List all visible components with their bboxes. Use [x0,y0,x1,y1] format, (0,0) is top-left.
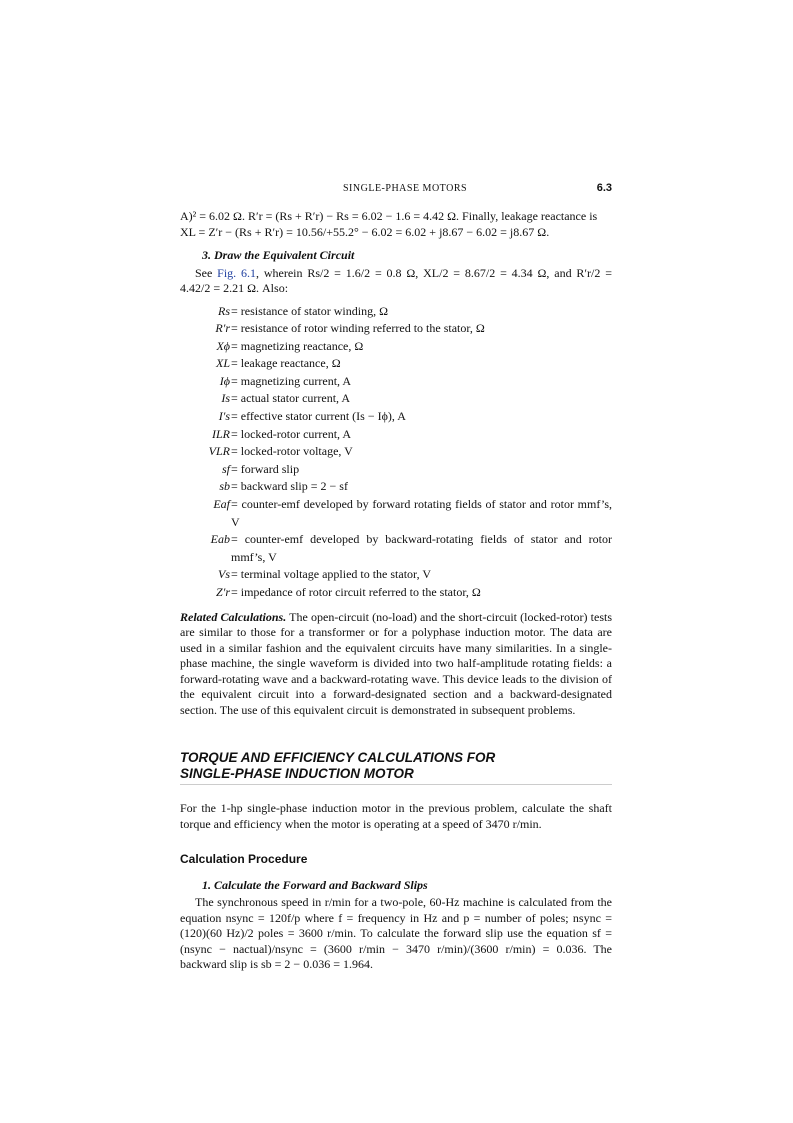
symbol: ILR [212,426,230,441]
symbol-row [180,496,612,531]
figure-6-1-link[interactable]: Fig. 6.1 [217,265,257,280]
related-calculations-text: The open-circuit (no-load) and the short-circuit (locked-rotor) tests are similar to those for a transformer or for a polyphase induction motor. The data are used in a similar fashion and the equivalent circuits have many similarities. In a single-phase machine, the single waveform is divided into two half-amplitude rotating fields: a forward-rotating wave and a backward-rotating wave. This device leads to the division of the equivalent circuit into a forward-designated section and a backward-designated section. The use of this equivalent circuit is demonstrated in subsequent problems. [180,609,612,717]
symbol-row [180,584,612,602]
symbol-row [180,478,612,496]
symbol-description: = locked-rotor current, A [231,426,352,441]
symbol-description: = leakage reactance, Ω [231,356,341,371]
intro-line-2: XL = Z′r − (Rs + R′r) = 10.56/+55.2° − 6.02 = 6.02 + j8.67 − 6.02 = j8.67 Ω. [180,224,550,239]
step-1-title: 1. Calculate the Forward and Backward Slips [202,877,428,892]
symbol: Rs [218,303,230,318]
symbol-row [180,373,612,391]
page-number: 6.3 [596,182,612,194]
symbol-row [180,443,612,461]
symbol-description: = forward slip [231,461,300,476]
symbol: Eab [210,532,230,547]
symbol: I′s [218,409,230,424]
symbol: VLR [208,444,230,459]
intro-line-1: A)² = 6.02 Ω. R′r = (Rs + R′r) − Rs = 6.02 − 1.6 = 4.42 Ω. Finally, leakage reactance is [180,209,598,223]
symbol-description: = locked-rotor voltage, V [231,444,353,459]
symbol-description: = counter-emf developed by backward-rotating fields of stator and rotor mmf’s, V [231,532,612,564]
running-head-title: SINGLE-PHASE MOTORS [343,183,468,194]
symbol: R′r [215,321,230,336]
procedure-heading: Calculation Procedure [180,852,308,867]
symbol-description: = impedance of rotor circuit referred to the stator, Ω [231,585,481,599]
symbol: Xϕ [216,338,230,353]
symbol-row [180,426,612,444]
symbol-description: = magnetizing current, A [231,373,352,388]
symbol-description: = resistance of stator winding, Ω [231,303,388,318]
symbol: Vs [218,567,230,582]
symbol: Is [221,391,230,406]
symbol: Z′r [216,585,230,599]
symbol: sf [221,461,230,476]
page-body [180,209,612,973]
symbol-row [180,461,612,479]
symbol-row [180,531,612,566]
section-title-line-2: SINGLE-PHASE INDUCTION MOTOR [180,766,414,782]
section-title-line-1: TORQUE AND EFFICIENCY CALCULATIONS FOR [180,750,496,766]
step-3-text-post: , wherein Rs/2 = 1.6/2 = 0.8 Ω, XL/2 = 8.67/2 = 4.34 Ω, and R′r/2 = 4.42/2 = 2.21 Ω. Also: [180,265,612,295]
symbol: XL [215,356,230,371]
step-3-text [180,266,612,297]
symbol-row [180,303,612,321]
symbol-row [180,355,612,373]
symbol-description: = actual stator current, A [231,391,351,406]
symbol-row [180,566,612,584]
symbol-description: = terminal voltage applied to the stator, V [231,567,432,582]
symbol-definitions [180,303,612,602]
symbol: sb [219,479,230,494]
symbol: Iϕ [219,373,230,388]
section-title [180,750,612,785]
symbol-description: = magnetizing reactance, Ω [231,338,364,353]
step-1-text: The synchronous speed in r/min for a two-pole, 60-Hz machine is calculated from the equation nsync = 120f/p where f = frequency in Hz and p = number of poles; nsync = (120)(60 Hz)/2 poles = 3600 r/min. To calculate the forward slip use the equation sf = (nsync − nactual)/nsync = (3600 r/min − 3470 r/min)/(3600 r/min) = 0.036. The backward slip is sb = 2 − 0.036 = 1.964. [180,895,612,972]
symbol-description: = effective stator current (Is − Iϕ), A [231,409,406,424]
step-3-title: 3. Draw the Equivalent Circuit [202,248,355,262]
step-3-text-pre: See [195,265,218,280]
problem-statement: For the 1-hp single-phase induction motor in the previous problem, calculate the shaft torque and efficiency when the motor is operating at a speed of 3470 r/min. [180,801,612,831]
related-calculations-lead: Related Calculations. [180,609,287,624]
symbol-description: = resistance of rotor winding referred to the stator, Ω [231,321,485,336]
symbol-row [180,320,612,338]
symbol-description: = backward slip = 2 − sf [231,479,348,494]
symbol-description: = counter-emf developed by forward rotating fields of stator and rotor mmf’s, V [231,497,612,529]
symbol: Eaf [213,497,230,512]
related-calculations [180,610,612,719]
symbol-row [180,408,612,426]
symbol-row [180,338,612,356]
symbol-row [180,390,612,408]
